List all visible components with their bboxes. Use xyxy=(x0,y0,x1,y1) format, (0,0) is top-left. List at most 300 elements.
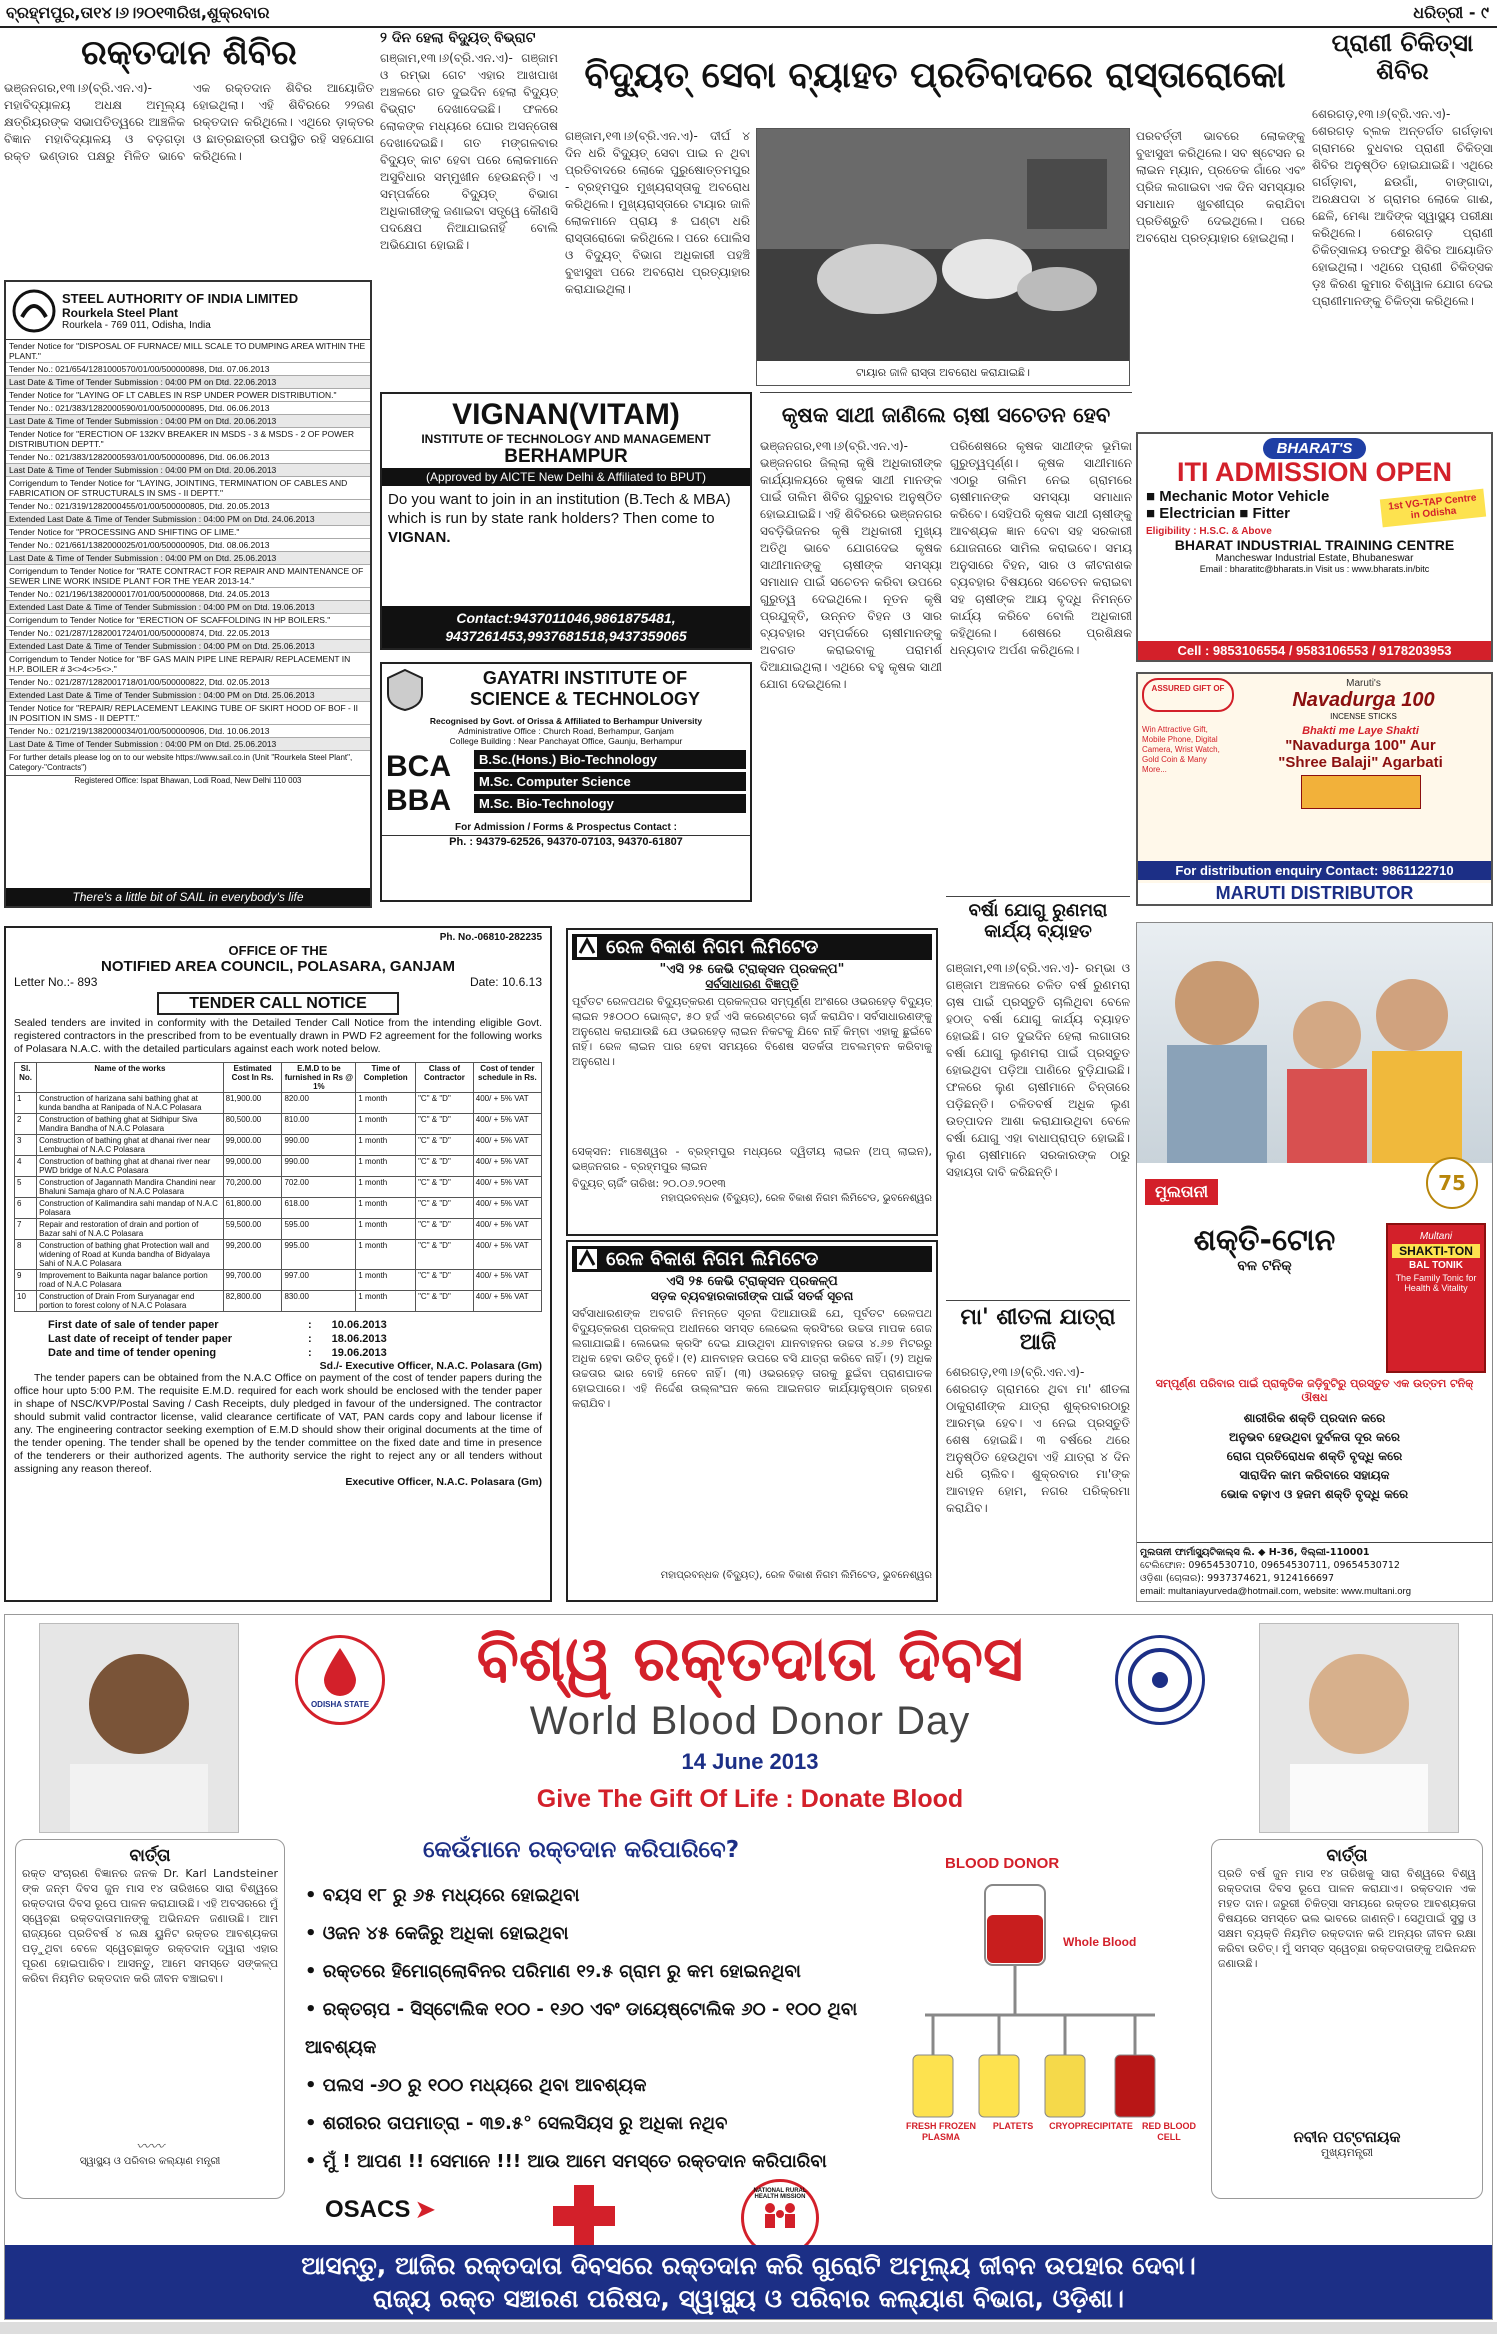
table-cell: 2 xyxy=(15,1114,37,1135)
table-cell: 99,000.00 xyxy=(223,1135,282,1156)
tender-phone: Ph. No.-06810-282235 xyxy=(439,932,542,943)
table-cell: 82,800.00 xyxy=(223,1291,282,1312)
rail1-sub: "ଏସି ୨୫ କେଭି ଟ୍ରାକ୍ସନ ପ୍ରକଳ୍ପ" xyxy=(659,962,845,977)
minister-photo xyxy=(39,1623,239,1833)
gayatri-bba: BBA xyxy=(386,784,451,817)
odisha-state-label: ODISHA STATE xyxy=(310,1700,370,1709)
sail-tender-row: Last Date & Time of Tender Submission : 04:00 PM on Dtd. 25.06.2013 xyxy=(6,552,370,565)
osacs-label: OSACS xyxy=(325,2196,411,2223)
shaktiton-ad xyxy=(1136,922,1493,1602)
table-cell: 61,800.00 xyxy=(223,1198,282,1219)
sail-plant: Rourkela Steel Plant xyxy=(62,305,179,320)
bdd-banner-line2: ରାଜ୍ୟ ରକ୍ତ ସଞ୍ଚାରଣ ପରିଷଦ, ସ୍ୱାସ୍ଥ୍ୟ ଓ ପରିବାର କଲ୍ୟାଣ ବିଭାଗ, ଓଡ଼ିଶା। xyxy=(373,2284,1124,2313)
vignan-sub: INSTITUTE OF TECHNOLOGY AND MANAGEMENT xyxy=(421,432,711,446)
table-cell: 81,900.00 xyxy=(223,1093,282,1114)
gayatri-course-3: M.Sc. Bio-Technology xyxy=(474,794,746,813)
navadurga-bhakti: Bhakti me Laye Shakti xyxy=(1302,725,1419,737)
power-photo xyxy=(756,128,1130,386)
table-cell: 1 month xyxy=(356,1093,416,1114)
table-cell: 99,700.00 xyxy=(223,1270,282,1291)
tender-date: Date: 10.6.13 xyxy=(469,975,542,989)
power-col1: ଗଞ୍ଜାମ,୧୩।୬(ବ୍ରି.ଏନ.ଏ)- ଗଞ୍ଜାମ ଓ ରମ୍ଭା ଗେଟ ଏହାର ଆଖପାଖ ଅଞ୍ଚଳରେ ଗତ ଦୁଇଦିନ ହେଲା ବିଦ୍ୟୁତ୍ ବିଭ୍ରାଟ ଦେଖାଦେଇଛି। ଫଳରେ ଲୋକଙ୍କ ମଧ୍ୟରେ ଘୋର ଅସନ୍ତୋଷ ଦେଖାଦେଇଛି। ଗତ ମଙ୍ଗଳବାର ବିଦ୍ୟୁତ୍ କାଟ ହେବା ପରେ ଲୋକମାନେ ଅସୁବିଧାର ସମ୍ମୁଖୀନ ହେଉଛନ୍ତି। ଏ ସମ୍ପର୍କରେ ବିଦ୍ୟୁତ୍ ବିଭାଗ ଅଧିକାରୀଙ୍କୁ ଜଣାଇବା ସତ୍ତ୍ୱେ କୌଣସି ପଦକ୍ଷେପ ନିଆଯାଇନାହିଁ ବୋଲି ଅଭିଯୋଗ ହୋଇଛି। xyxy=(380,51,558,252)
sail-tender-ad xyxy=(4,280,372,908)
table-cell: 990.00 xyxy=(282,1156,356,1177)
tender-letter: Letter No.:- 893 xyxy=(14,975,98,989)
blood-camp-article xyxy=(4,34,374,274)
table-cell: Repair and restoration of drain and portion of Bazar sahi of N.A.C Polasara xyxy=(37,1219,224,1240)
gayatri-admin: Administrative Office : Church Road, Berhampur, Ganjam xyxy=(458,726,674,736)
blood-component-label: FRESH FROZEN PLASMA xyxy=(906,2121,977,2142)
shakti-l4: ରୋଗ ପ୍ରତିରୋଧକ ଶକ୍ତି ବୃଦ୍ଧି କରେ xyxy=(1226,1449,1403,1463)
table-cell: 7 xyxy=(15,1219,37,1240)
rail1-title: ରେଳ ବିକାଶ ନିଗମ ଲିମିଟେଡ xyxy=(606,936,819,958)
cm-photo xyxy=(1259,1623,1459,1833)
rail1-notice: ସର୍ବସାଧାରଣ ବିଜ୍ଞପ୍ତି xyxy=(705,977,799,991)
sail-tender-row: Tender Notice for "PROCESSING AND SHIFTING OF LIME." xyxy=(6,526,370,539)
table-cell: 400/ + 5% VAT xyxy=(473,1177,541,1198)
sail-tender-row: Tender Notice for "DISPOSAL OF FURNACE/ MILL SCALE TO DUMPING AREA WITHIN THE PLANT." xyxy=(6,340,370,363)
sail-tender-row: Tender Notice for "REPAIR/ REPLACEMENT LEAKING TUBE OF SKIRT HOOD OF BOF - II IN POSITION IN SMS - II DEPTT." xyxy=(6,702,370,725)
sail-tender-row: Last Date & Time of Tender Submission : 04:00 PM on Dtd. 25.06.2013 xyxy=(6,738,370,751)
blood-component-label: CRYOPRECIPITATE xyxy=(1049,2121,1133,2131)
gayatri-phones: Ph. : 94379-62526, 94370-07103, 94370-61807 xyxy=(382,835,750,848)
right-message-box xyxy=(1211,1839,1483,2199)
sail-tender-row: Corrigendum to Tender Notice for "RATE CONTRACT FOR REPAIR AND MAINTENANCE OF SEWER LINE WORK INSIDE PLANT FOR THE YEAR 2013-14." xyxy=(6,565,370,588)
gayatri-course-2: M.Sc. Computer Science xyxy=(474,772,746,791)
page-bottom-edge xyxy=(0,2322,1497,2334)
blood-camp-body: ଭଞ୍ଜନଗର,୧୩।୬(ବ୍ରି.ଏନ.ଏ)- ମହାବିଦ୍ୟାଳୟ ଅଧକ୍ଷ ଅମୂଲ୍ୟ କ୍ଷତ୍ରିୟରଙ୍କ ସଭାପତିତ୍ୱରେ ଆଞ୍ଚଳିକ ବିଜ୍ଞାନ ମହାବିଦ୍ୟାଳୟ ଓ ବଡ଼ଗଡ଼ା ରକ୍ତ ଭଣ୍ଡାର ପକ୍ଷରୁ ମିଳିତ ଭାବେ ଏକ ରକ୍ତଦାନ ଶିବିର ଆୟୋଜିତ ହୋଇଥିଲା। ଏହି ଶିବିରରେ ୨୨ଜଣ ରକ୍ତଦାନ କରିଥିଲେ। ଏଥିରେ ଡ଼ାକ୍ତର ଓ ଛାତ୍ରଛାତ୍ରୀ ଉପସ୍ଥିତ ରହି ସହଯୋଗ କରିଥିଲେ। xyxy=(4,81,374,163)
table-row xyxy=(15,1156,542,1177)
sail-tender-row: Extended Last Date & Time of Tender Submission : 04:00 PM on Dtd. 19.06.2013 xyxy=(6,601,370,614)
rvnl-logo-icon xyxy=(576,936,598,958)
family-photo-icon xyxy=(1137,923,1492,1163)
osbtc-logo xyxy=(295,1635,385,1725)
sail-footer: For further details please log on to our website https://www.sail.co.in (Unit "Rourkela Steel Plant", Category-"Contracts") xyxy=(9,753,353,772)
shakti-pack-name: SHAKTI-TON xyxy=(1392,1244,1480,1258)
table-cell: 99,000.00 xyxy=(223,1156,282,1177)
blood-component-label: PLATETS xyxy=(992,2121,1034,2131)
tender-table-header: Class of Contractor xyxy=(416,1063,474,1093)
masthead-page: ଧରିତ୍ରୀ - ୯ xyxy=(1413,3,1489,22)
table-cell: "C" & "D" xyxy=(416,1156,474,1177)
table-cell: "C" & "D" xyxy=(416,1093,474,1114)
navadurga-q2: "Shree Balaji" Agarbati xyxy=(1278,754,1443,771)
iti-trade-1-label: Mechanic Motor Vehicle xyxy=(1159,488,1330,505)
navadurga-brand: Navadurga 100 xyxy=(1292,689,1435,711)
table-cell: 1 xyxy=(15,1093,37,1114)
table-cell: 9 xyxy=(15,1270,37,1291)
sail-registered: Registered Office: Ispat Bhawan, Lodi Road, New Delhi 110 003 xyxy=(6,775,370,785)
table-cell: "C" & "D" xyxy=(416,1114,474,1135)
table-cell: "C" & "D" xyxy=(416,1177,474,1198)
table-row xyxy=(15,1240,542,1270)
table-cell: 400/ + 5% VAT xyxy=(473,1219,541,1240)
right-message-head: ବାର୍ତ୍ତା xyxy=(1326,1846,1368,1866)
bdd-date: 14 June 2013 xyxy=(681,1749,819,1774)
red-cross-icon xyxy=(553,2185,615,2247)
rail1-sign: ମହାପ୍ରବନ୍ଧକ (ବିଦ୍ୟୁତ୍), ରେଳ ବିକାଶ ନିଗମ ଲିମିଟେଡ, ଭୁବନେଶ୍ୱର xyxy=(660,1193,932,1204)
tender-d2: 18.06.2013 xyxy=(331,1333,387,1345)
vignan-title: VIGNAN(VITAM) xyxy=(452,398,680,431)
table-cell: 990.00 xyxy=(282,1135,356,1156)
iti-address: Mancheswar Industrial Estate, Bhubaneswar xyxy=(1215,553,1414,564)
sail-tender-row: Extended Last Date & Time of Tender Submission : 04:00 PM on Dtd. 25.06.2013 xyxy=(6,689,370,702)
table-cell: 1 month xyxy=(356,1198,416,1219)
table-cell: Construction of Drain From Suryanagar end portion to forest colony of N.A.C Polasara xyxy=(37,1291,224,1312)
bdd-slogan: Give The Gift Of Life : Donate Blood xyxy=(536,1785,964,1813)
signature-icon: 〰〰 xyxy=(136,2139,164,2155)
right-message-role: ମୁଖ୍ୟମନ୍ତ୍ରୀ xyxy=(1320,2146,1374,2159)
cm-portrait-icon xyxy=(1260,1624,1458,1832)
shakti-l6: ଭୋକ ବଢ଼ାଏ ଓ ହଜମ ଶକ୍ତି ବୃଦ୍ଧି କରେ xyxy=(1220,1487,1409,1501)
table-cell: "C" & "D" xyxy=(416,1135,474,1156)
table-cell: 400/ + 5% VAT xyxy=(473,1291,541,1312)
right-message-body: ପ୍ରତି ବର୍ଷ ଜୁନ ମାସ ୧୪ ତାରିଖକୁ ସାରା ବିଶ୍ୱରେ ବିଶ୍ୱ ରକ୍ତଦାତା ଦିବସ ରୂପେ ପାଳନ କରାଯାଏ। ରକ୍ତଦାନ ଏକ ମହତ ଦାନ। ଜରୁରୀ ଚିକିତ୍ସା ସମୟରେ ରକ୍ତର ଆବଶ୍ୟକତା ବିଷୟରେ ସମସ୍ତେ ଭଲ ଭାବରେ ଜାଣନ୍ତି। ସେଥିପାଇଁ ସୁସ୍ଥ ଓ ସକ୍ଷମ ବ୍ୟକ୍ତି ନିୟମିତ ରକ୍ତଦାନ କରି ଅନ୍ୟର ଜୀବନ ରକ୍ଷା କରିବା ଉଚିତ୍। ମୁଁ ସମସ୍ତ ସ୍ୱେଚ୍ଛା ରକ୍ତଦାତାଙ୍କୁ ଅଭିନନ୍ଦନ ଜଣାଉଛି। xyxy=(1218,1867,1476,1970)
power-col3: ପରବର୍ତ୍ତୀ ଭାବରେ ଲୋକଙ୍କୁ ବୁଝାସୁଝା କରିଥିଲେ। ସବ ଷ୍ଟେସନ ର ଲାଇନ ମ୍ୟାନ, ପ୍ରତେକ ଗାଁରେ ଏବଂ ପ୍ରିଜ ଲଗାଇବା ଏକ ଦିନ ସମସ୍ୟାର ସମାଧାନ ଖୁବଶୀଘ୍ର କରାଯିବା ପ୍ରତିଶ୍ରୁତି ଦେଇଥିଲେ। ପରେ ଅବରୋଧ ପ୍ରତ୍ୟାହାର ହୋଇଥିଲା। xyxy=(1136,129,1305,245)
gayatri-bca: BCA xyxy=(386,750,451,783)
bdd-banner-line1: ଆସନ୍ତୁ, ଆଜିର ରକ୍ତଦାତା ଦିବସରେ ରକ୍ତଦାନ କରି ଗୁରୋଟି ଅମୂଲ୍ୟ ଜୀବନ ଉପହାର ଦେବା। xyxy=(301,2251,1196,2280)
shakti-f2: ଟେଲିଫୋନ: 09654530710, 09654530711, 09654530712 xyxy=(1140,1560,1400,1571)
gayatri-title2: SCIENCE & TECHNOLOGY xyxy=(469,689,701,709)
masthead xyxy=(0,0,1497,28)
nrhm-label: NATIONAL RURAL HEALTH MISSION xyxy=(753,2188,807,2200)
family-photo xyxy=(1137,923,1492,1163)
sail-tender-row: Last Date & Time of Tender Submission : 04:00 PM on Dtd. 22.06.2013 xyxy=(6,376,370,389)
table-cell: Construction of bathing ghat at Sidhipur Siva Mandira Bandha of N.A.C Polasara xyxy=(37,1114,224,1135)
shakti-l2: ଶାରୀରିକ ଶକ୍ତି ପ୍ରଦାନ କରେ xyxy=(1243,1411,1386,1425)
tender-table-header: Sl. No. xyxy=(15,1063,37,1093)
tender-table-header: Cost of tender schedule in Rs. xyxy=(473,1063,541,1093)
rain-article xyxy=(946,896,1130,1296)
shakti-l1: ସମ୍ପୂର୍ଣ୍ଣ ପରିବାର ପାଇଁ ପ୍ରାକୃତିକ ଜଡ଼ିବୁଟିରୁ ପ୍ରସ୍ତୁତ ଏକ ଉତ୍ତମ ଟନିକ୍ ଔଷଧ xyxy=(1155,1377,1474,1404)
left-message-head: ବାର୍ତ୍ତା xyxy=(129,1846,171,1866)
navadurga-win: Win Attractive Gift, Mobile Phone, Digital Camera, Wrist Watch, Gold Coin & Many More... xyxy=(1142,725,1220,774)
vignan-pitch-text: Do you want to join in an institution (B.Tech & MBA) which is run by state rank holders? Then come to xyxy=(388,491,731,527)
red-ribbon-icon: ➤ xyxy=(414,2195,437,2225)
navadurga-brand-small: Maruti's xyxy=(1346,678,1381,689)
vignan-pitch xyxy=(382,486,750,551)
sail-company: STEEL AUTHORITY OF INDIA LIMITED xyxy=(62,290,299,306)
table-cell: 400/ + 5% VAT xyxy=(473,1135,541,1156)
table-cell: 3 xyxy=(15,1135,37,1156)
table-cell: 830.00 xyxy=(282,1291,356,1312)
table-cell: 1 month xyxy=(356,1135,416,1156)
blood-drop-icon xyxy=(320,1646,360,1696)
tender-table-header: Name of the works xyxy=(37,1063,224,1093)
tender-office1: OFFICE OF THE xyxy=(228,943,328,958)
table-cell: 5 xyxy=(15,1177,37,1198)
sail-tender-row: Tender No.: 021/287/1282001724/01/00/500000874, Dtd. 22.05.2013 xyxy=(6,627,370,640)
table-cell: 810.00 xyxy=(282,1114,356,1135)
vignan-pitch-name: VIGNAN. xyxy=(388,529,451,546)
table-cell: 400/ + 5% VAT xyxy=(473,1093,541,1114)
sail-tender-row: Last Date & Time of Tender Submission : 04:00 PM on Dtd. 20.06.2013 xyxy=(6,464,370,477)
shakti-tag: ବଳ ଟନିକ୍ xyxy=(1237,1258,1292,1274)
farmer-col1: ଭଞ୍ଜନଗର,୧୩।୬(ବ୍ରି.ଏନ.ଏ)- ଭଞ୍ଜନଗର ଜିଲ୍ଲା କୃଷି ଅଧିକାରୀଙ୍କ କାର୍ଯ୍ୟାଳୟରେ କୃଷକ ସାଥୀ ମାନଙ୍କ ପାଇଁ ତାଲିମ ଶିବିର ଗୁରୁବାର ଅନୁଷ୍ଠିତ ହୋଇଯାଇଛି। ଏହି ଶିବିରରେ ଭଞ୍ଜନଗର ସବଡ଼ିଭିଜନର କୃଷି ଅଧିକାରୀ ମୁଖ୍ୟ ଅତିଥି ଭାବେ ଯୋଗଦେଇ କୃଷକ ସାଥୀମାନଙ୍କୁ ଚାଷୀଙ୍କ ସମସ୍ୟା ସମାଧାନ ପାଇଁ ସଚେତନ କରିବା ଉପରେ ଗୁରୁତ୍ୱ ଦେଇଥିଲେ। ନୂତନ କୃଷି ପ୍ରଯୁକ୍ତି, ଉନ୍ନତ ବିହନ ଓ ସାର ବ୍ୟବହାର ସମ୍ପର୍କରେ ଚାଷୀମାନଙ୍କୁ ଅବଗତ କରାଇବାକୁ ପରାମର୍ଶ ଦିଆଯାଇଥିଲା। ଏଥିରେ ବହୁ କୃଷକ ସାଥୀ ଯୋଗ ଦେଇଥିଲେ। xyxy=(760,439,942,691)
shakti-pack-desc: The Family Tonic for Health & Vitality xyxy=(1395,1273,1477,1293)
konark-wheel-icon xyxy=(1118,1638,1202,1722)
table-cell: "C" & "D" xyxy=(416,1240,474,1270)
table-cell: 1 month xyxy=(356,1270,416,1291)
blood-camp-headline: ରକ୍ତଦାନ ଶିବିର xyxy=(81,33,297,73)
sail-tender-row: Tender No.: 021/319/1282000455/01/00/500000805, Dtd. 20.05.2013 xyxy=(6,500,370,513)
table-cell: 995.00 xyxy=(282,1240,356,1270)
table-row xyxy=(15,1114,542,1135)
table-cell: 99,200.00 xyxy=(223,1240,282,1270)
table-cell: "C" & "D" xyxy=(416,1198,474,1219)
tender-d3-label: Date and time of tender opening xyxy=(48,1347,217,1359)
power-photo-caption: ଟାୟାର ଜାଳି ରାସ୍ତା ଅବରୋଧ କରାଯାଇଛି। xyxy=(757,361,1129,385)
table-cell: 6 xyxy=(15,1198,37,1219)
table-cell: Construction of Kalimandira sahi mandap of N.A.C Polasara xyxy=(37,1198,224,1219)
rail-notice-1 xyxy=(566,928,938,1236)
table-cell: 59,500.00 xyxy=(223,1219,282,1240)
masthead-dateline: ବ୍ରହ୍ମପୁର,ତା୧୪।୬।୨୦୧୩ରିଖ,ଶୁକ୍ରବାର xyxy=(6,3,270,22)
table-row xyxy=(15,1177,542,1198)
table-row xyxy=(15,1270,542,1291)
gayatri-college: College Building : Near Panchayat Office, Gaunju, Berhampur xyxy=(449,736,683,746)
farmer-col2: ପରିଶେଷରେ କୃଷକ ସାଥୀଙ୍କ ଭୂମିକା ଗୁରୁତ୍ୱପୂର୍ଣ୍ଣ। କୃଷକ ସାଥୀମାନେ ଏଠାରୁ ତାଲିମ ନେଇ ଗ୍ରାମରେ ଚାଷୀମାନଙ୍କ ସମସ୍ୟା ସମାଧାନ କରିବେ। ସେହିପରି କୃଷକ ସାଥୀ ଚାଷୀଙ୍କୁ ଆବଶ୍ୟକ ଜ୍ଞାନ ଦେବା ସହ ସରକାରୀ ଯୋଜନାରେ ସାମିଲ କରାଇବେ। ସମୟ ଅନୁସାରେ ବିହନ, ସାର ଓ କୀଟନାଶକ ବ୍ୟବହାର ବିଷୟରେ ସଚେତନ କରାଇବା ସହ ଚାଷୀଙ୍କ ଆୟ ବୃଦ୍ଧି ନିମନ୍ତେ କାର୍ଯ୍ୟ କରିବେ ବୋଲି ଅଧିକାରୀ କହିଥିଲେ। ଶେଷରେ ପ୍ରଶିକ୍ଷକ ଧନ୍ୟବାଦ ଅର୍ପଣ କରିଥିଲେ। xyxy=(950,439,1132,657)
table-row xyxy=(15,1198,542,1219)
rail2-sub: ଏସି ୨୫ କେଭି ଟ୍ରାକ୍ସନ ପ୍ରକଳ୍ପ xyxy=(666,1274,838,1289)
table-cell: 1 month xyxy=(356,1114,416,1135)
gayatri-logo-icon xyxy=(386,668,424,712)
list-item: • ରକ୍ତଚାପ - ସିସ୍ଟୋଲିକ ୧୦୦ - ୧୬୦ ଏବଂ ଡାୟେଷ୍ଟୋଲିକ ୬୦ - ୧୦୦ ଥିବା ଆବଶ୍ୟକ xyxy=(305,1999,858,2058)
power-headline: ବିଦ୍ୟୁତ୍ ସେବା ବ୍ୟାହତ ପ୍ରତିବାଦରେ ରାସ୍ତାରୋକୋ xyxy=(584,55,1286,97)
tender-table-header: Time of Completion xyxy=(356,1063,416,1093)
whole-blood-label: Whole Blood xyxy=(1063,1935,1137,1949)
rail1-stretch: ସେକ୍ସନ: ମାଞ୍ଚେଶ୍ୱର - ବ୍ରହ୍ମପୁର ମଧ୍ୟରେ ଦ୍ୱିତୀୟ ଲାଇନ (ଅପ୍ ଲାଇନ), ଭଞ୍ଜନଗର - ବ୍ରହ୍ମପୁର ଲାଇନ xyxy=(572,1145,932,1173)
tender-title: TENDER CALL NOTICE xyxy=(157,992,398,1015)
navadurga-ad xyxy=(1136,672,1493,906)
table-cell: 400/ + 5% VAT xyxy=(473,1114,541,1135)
vignan-ad xyxy=(380,392,752,650)
table-row xyxy=(15,1093,542,1114)
iti-trade-2-label: Electrician xyxy=(1159,505,1236,522)
gayatri-admission: For Admission / Forms & Prospectus Contact : xyxy=(455,822,677,833)
table-cell: Construction of bathing ghat at dhanai river near Lembughai of N.A.C Polasara xyxy=(37,1135,224,1156)
table-cell: 8 xyxy=(15,1240,37,1270)
table-cell: 400/ + 5% VAT xyxy=(473,1240,541,1270)
rail2-body: ସର୍ବସାଧାରଣଙ୍କ ଅବଗତି ନିମନ୍ତେ ସୂଚନା ଦିଆଯାଉଛି ଯେ, ପୂର୍ବତଟ ରେଳପଥ ବିଦ୍ୟୁତ୍କରଣ ପ୍ରକଳ୍ପ ଅଧୀନରେ ସମସ୍ତ ଲେଭେଲ କ୍ରସିଂରେ ଉଚ୍ଚତା ମାପକ ଗେଜ ଲଗାଯାଇଛି। ଲେଭେଲ କ୍ରସିଂ ଦେଇ ଯାଉଥିବା ଯାନବାହନର ଉଚ୍ଚତା ୪.୬୭ ମିଟରରୁ ଅଧିକ ହେବା ଉଚିତ୍ ନୁହେଁ। (୧) ଯାନବାହନ ଉପରେ ବସି ଯାତ୍ରା କରିବେ ନାହିଁ। (୨) ଅଧିକ ଉଚ୍ଚତାର ଭାର ବୋହି ନେବେ ନାହିଁ। (୩) ଓଭରହେଡ଼ ତାରକୁ ଛୁଇଁବା ପ୍ରାଣଘାତକ ହୋଇପାରେ। ଏହି ନିର୍ଦ୍ଦେଶ ଉଲ୍ଲଂଘନ କଲେ ଆଇନଗତ କାର୍ଯ୍ୟାନୁଷ୍ଠାନ ଗ୍ରହଣ କରାଯିବ। xyxy=(572,1307,932,1410)
rvnl-logo-icon xyxy=(576,1248,598,1270)
shakti-years-badge: 75 xyxy=(1426,1157,1478,1209)
tender-table-header: E.M.D to be furnished in Rs @ 1% xyxy=(282,1063,356,1093)
sail-tender-row: Tender Notice for "LAYING OF LT CABLES IN RSP UNDER POWER DISTRIBUTION." xyxy=(6,389,370,402)
list-item: • ପଲସ -୬୦ ରୁ ୧୦୦ ମଧ୍ୟରେ ଥିବା ଆବଶ୍ୟକ xyxy=(305,2075,647,2096)
table-cell: 400/ + 5% VAT xyxy=(473,1198,541,1219)
right-message-sign: ନବୀନ ପଟ୍ଟନାୟକ xyxy=(1293,2128,1401,2146)
rail-notice-2 xyxy=(566,1240,938,1602)
shakti-f1: ମୁଲତାନୀ ଫାର୍ମାସ୍ୟୁଟିକାଲ୍ସ ଲି. ◆ H-36, ଦିଲ୍ଲୀ-110001 xyxy=(1140,1547,1370,1558)
shakti-pack-tag: BAL TONIK xyxy=(1408,1260,1464,1271)
list-item: • ରକ୍ତରେ ହିମୋଗ୍ଲୋବିନର ପରିମାଣ ୧୨.୫ ଗ୍ରାମ ରୁ କମ ହୋଇନଥିବା xyxy=(305,1961,801,1982)
tender-d2-label: Last date of receipt of tender paper xyxy=(48,1333,232,1345)
sail-tender-row: Last Date & Time of Tender Submission : 04:00 PM on Dtd. 20.06.2013 xyxy=(6,415,370,428)
left-message-body: ରକ୍ତ ସଂଚାରଣ ବିଜ୍ଞାନର ଜନକ Dr. Karl Landsteiner ଙ୍କ ଜନ୍ମ ଦିବସ ଜୁନ ମାସ ୧୪ ତାରିଖରେ ସାରା ବିଶ୍ୱରେ ରକ୍ତଦାତା ଦିବସ ରୂପେ ପାଳନ କରାଯାଉଛି। ଏହି ଅବସରରେ ମୁଁ ସ୍ୱେଚ୍ଛା ରକ୍ତଦାତାମାନଙ୍କୁ ଅଭିନନ୍ଦନ ଜଣାଉଛି। ଆମ ରାଜ୍ୟରେ ପ୍ରତିବର୍ଷ ୪ ଲକ୍ଷ ୟୁନିଟ ରକ୍ତର ଆବଶ୍ୟକତା ପଡ଼ୁଥିବା ବେଳେ ସ୍ୱେଚ୍ଛାକୃତ ରକ୍ତଦାନ ଦ୍ୱାରା ଏହାର ପୂରଣ ହୋଇପାରିବ। ଆସନ୍ତୁ, ଆମେ ସମସ୍ତେ ସଙ୍କଳ୍ପ କରିବା ନିୟମିତ ରକ୍ତଦାନ କରି ଜୀବନ ବଞ୍ଚାଇବା। xyxy=(22,1867,278,1985)
list-item: • ଓଜନ ୪୫ କେଜିରୁ ଅଧିକା ହୋଇଥିବା xyxy=(305,1923,569,1944)
table-cell: 1 month xyxy=(356,1219,416,1240)
tender-table xyxy=(14,1062,542,1312)
incense-box-icon xyxy=(1301,775,1421,809)
shakti-pack-brand: Multani xyxy=(1419,1231,1453,1242)
iti-email: Email : bharatitc@bharats.in Visit us : www.bharats.in/bitc xyxy=(1199,564,1430,574)
tender-office2: NOTIFIED AREA COUNCIL, POLASARA, GANJAM xyxy=(101,958,455,975)
table-cell: 400/ + 5% VAT xyxy=(473,1156,541,1177)
table-cell: 10 xyxy=(15,1291,37,1312)
bdd-title: World Blood Donor Day xyxy=(529,1699,971,1743)
sail-tagline: There's a little bit of SAIL in everybody's life xyxy=(6,888,370,906)
odisha-emblem-icon xyxy=(1115,1635,1205,1725)
eligibility-list xyxy=(305,1877,885,2181)
rail2-title: ରେଳ ବିକାଶ ନିଗମ ଲିମିଟେଡ xyxy=(606,1248,819,1270)
table-cell: "C" & "D" xyxy=(416,1219,474,1240)
rain-body: ଗଞ୍ଜାମ,୧୩।୬(ବ୍ରି.ଏନ.ଏ)- ରମ୍ଭା ଓ ଗଞ୍ଜାମ ଅଞ୍ଚଳରେ ଚଳିତ ବର୍ଷ ରୁଣମରା ଚାଷ ପାଇଁ ପ୍ରସ୍ତୁତି ଚାଲିଥିବା ବେଳେ ହଠାତ୍ ବର୍ଷା ଯୋଗୁ କାର୍ଯ୍ୟ ବ୍ୟାହତ ହୋଇଛି। ଗତ ଦୁଇଦିନ ହେଲା ଲଗାତାର ବର୍ଷା ଯୋଗୁ ଲୁଣମରା ପାଇଁ ପ୍ରସ୍ତୁତ ହୋଇଥିବା ପଡ଼ିଆ ପାଣିରେ ବୁଡ଼ିଯାଇଛି। ଫଳରେ ଲୁଣ ଚାଷୀମାନେ ଚିନ୍ତାରେ ପଡ଼ିଛନ୍ତି। ଚଳିତବର୍ଷ ଅଧିକ ଲୁଣ ଉତ୍ପାଦନ ଆଶା କରାଯାଉଥିବା ବେଳେ ବର୍ଷା ଯୋଗୁ ଏହା ବାଧାପ୍ରାପ୍ତ ହୋଇଛି। ଲୁଣ ଚାଷୀମାନେ ସରକାରଙ୍କ ଠାରୁ ସହାୟତା ଦାବି କରିଛନ୍ତି। xyxy=(946,961,1130,1179)
rain-headline: ବର୍ଷା ଯୋଗୁ ରୁଣମରା କାର୍ଯ୍ୟ ବ୍ୟାହତ xyxy=(946,896,1130,960)
navadurga-distributor: MARUTI DISTRIBUTOR xyxy=(1138,883,1491,904)
gayatri-ad xyxy=(380,662,752,902)
shakti-brand: ମୁଲତାନୀ xyxy=(1145,1179,1218,1205)
left-message-box xyxy=(15,1839,285,2199)
table-cell: 70,200.00 xyxy=(223,1177,282,1198)
table-cell: 4 xyxy=(15,1156,37,1177)
farmer-article xyxy=(760,392,1132,892)
table-cell: 997.00 xyxy=(282,1270,356,1291)
iti-trade-2: ■ Electrician ■ Fitter xyxy=(1146,505,1291,522)
animal-camp-article xyxy=(1312,30,1493,470)
vignan-approved: (Approved by AICTE New Delhi & Affiliated to BPUT) xyxy=(382,468,750,486)
tender-sign1: Sd./- Executive Officer, N.A.C. Polasara (Gm) xyxy=(319,1360,542,1372)
shakti-pack xyxy=(1386,1223,1486,1373)
power-kicker: ୨ ଦିନ ହେଲା ବିଦ୍ୟୁତ୍ ବିଭ୍ରାଟ xyxy=(380,30,536,46)
bdd-banner xyxy=(5,2245,1492,2319)
iti-badge: 1st VG-TAP Centre in Odisha xyxy=(1380,489,1486,528)
gayatri-recog: Recognised by Govt. of Orissa & Affiliated to Berhampur University xyxy=(429,716,703,726)
osacs-logo xyxy=(325,2195,436,2225)
table-cell: "C" & "D" xyxy=(416,1291,474,1312)
sail-tender-row: Tender No.: 021/196/1382000017/01/00/500000868, Dtd. 24.05.2013 xyxy=(6,588,370,601)
blood-components xyxy=(905,2121,1205,2143)
tender-d3: 19.06.2013 xyxy=(331,1347,387,1359)
table-cell: 1 month xyxy=(356,1177,416,1198)
sail-tender-row: Tender No.: 021/383/1282000593/01/00/500000896, Dtd. 06.06.2013 xyxy=(6,451,370,464)
sail-tender-row: Extended Last Date & Time of Tender Submission : 04:00 PM on Dtd. 25.06.2013 xyxy=(6,640,370,653)
table-cell: Construction of bathing ghat at dhanai river near PWD bridge of N.A.C Polasara xyxy=(37,1156,224,1177)
iti-title: ITI ADMISSION OPEN xyxy=(1176,457,1453,487)
rail2-notice: ସଡ଼କ ବ୍ୟବହାରକାରୀଙ୍କ ପାଇଁ ସତର୍କ ସୂଚନା xyxy=(650,1289,854,1303)
table-cell: Construction of Jagannath Mandira Chandini near Bhaluni Samaja gharo of N.A.C Polasara xyxy=(37,1177,224,1198)
table-cell: Construction of bathing ghat Protection wall and widening of Road at Kunda bandha of Bidyalaya Sahi of N.A.C Polasara xyxy=(37,1240,224,1270)
table-cell: Improvement to Baikunta nagar balance portion road of N.A.C Polasara xyxy=(37,1270,224,1291)
minister-portrait-icon xyxy=(40,1624,238,1832)
rail2-sign: ମହାପ୍ରବନ୍ଧକ (ବିଦ୍ୟୁତ୍), ରେଳ ବିକାଶ ନିଗମ ଲିମିଟେଡ, ଭୁବନେଶ୍ୱର xyxy=(660,1570,932,1581)
sail-logo-icon xyxy=(12,289,56,333)
blood-donor-label: BLOOD DONOR xyxy=(945,1855,1060,1872)
navadurga-enquiry: For distribution enquiry Contact: 9861122710 xyxy=(1138,861,1491,880)
shakti-l5: ସାରାଦିନ କାମ କରିବାରେ ସହାୟକ xyxy=(1239,1468,1390,1482)
table-row xyxy=(15,1135,542,1156)
table-cell: 1 month xyxy=(356,1240,416,1270)
sail-address: Rourkela - 769 011, Odisha, India xyxy=(62,319,211,331)
sail-tender-row: Corrigendum to Tender Notice for "BF GAS MAIN PIPE LINE REPAIR/ REPLACEMENT IN H.P. BOILER # 3<>4<>5<>." xyxy=(6,653,370,676)
shakti-f4: email: multaniayurveda@hotmail.com, website: www.multani.org xyxy=(1140,1586,1412,1597)
shakti-l3: ଅନୁଭବ ହେଉଥିବା ଦୁର୍ବଳତା ଦୂର କରେ xyxy=(1229,1430,1400,1444)
rail1-date: ବିଦ୍ୟୁତ୍ ଚାର୍ଜିଂ ତାରିଖ: ୨୦.୦୬.୨୦୧୩ xyxy=(572,1177,726,1190)
vignan-contact: Contact:9437011046,9861875481, 9437261453,9937681518,9437359065 xyxy=(382,606,750,648)
family-icon xyxy=(760,2200,800,2230)
sail-tender-row: Tender No.: 021/654/1281000570/01/00/500000898, Dtd. 07.06.2013 xyxy=(6,363,370,376)
shitala-headline: ମା' ଶୀତଳା ଯାତ୍ରା ଆଜି xyxy=(946,1300,1130,1364)
iti-centre: BHARAT INDUSTRIAL TRAINING CENTRE xyxy=(1174,537,1455,553)
farmer-headline: କୃଷକ ସାଥୀ ଜାଣିଲେ ଚାଷୀ ସଚେତନ ହେବ xyxy=(760,392,1132,438)
sail-tender-row: Corrigendum to Tender Notice for "ERECTION OF SCAFFOLDING IN HP BOILERS." xyxy=(6,614,370,627)
table-cell: 80,500.00 xyxy=(223,1114,282,1135)
table-cell: 595.00 xyxy=(282,1219,356,1240)
sail-tender-row: Extended Last Date & Time of Tender Submission : 04:00 PM on Dtd. 24.06.2013 xyxy=(6,513,370,526)
sail-tender-row: Tender No.: 021/661/1382000025/01/00/500000905, Dtd. 08.06.2013 xyxy=(6,539,370,552)
iti-trade-1: ■ Mechanic Motor Vehicle xyxy=(1146,488,1330,505)
sail-tender-row: Corrigendum to Tender Notice for "LAYING, JOINTING, TERMINATION OF CABLES AND FABRICATION OF STRUCTURALS IN SMS - II DEPTT." xyxy=(6,477,370,500)
tender-body: The tender papers can be obtained from the N.A.C Office on payment of the cost of tender papers during the office hour upto 5:00 P.M. The requisite E.M.D. required for each work should be enclosed with the tender paper in shape of NSC/KVP/Postal Saving / Cash Receipts, duly pledged in favour of the undersigned. The contractor should submit valid contractor license, valid clearance certificate of VAT, PAN cards copy and labour license if any. The engineering contractor seeking exemption of E.M.D should show their original documents at the time of the tender opening. The tender shall be opened by the tender committee on the fixed date and time in presence of the tenderers or their authorized agents. The authority service the right to reject any or all tenders without assigning any reason thereof. xyxy=(14,1372,542,1475)
table-row xyxy=(15,1291,542,1312)
tender-sign2: Executive Officer, N.A.C. Polasara (Gm) xyxy=(345,1476,542,1488)
table-cell: 618.00 xyxy=(282,1198,356,1219)
sail-tender-row: Tender No.: 021/383/1282000590/01/00/500000895, Dtd. 06.06.2013 xyxy=(6,402,370,415)
left-message-sign: ସ୍ୱାସ୍ଥ୍ୟ ଓ ପରିବାର କଲ୍ୟାଣ ମନ୍ତ୍ରୀ xyxy=(79,2156,221,2167)
iti-eligibility: Eligibility : H.S.C. & Above xyxy=(1146,526,1272,537)
polasara-tender-notice: Ph. No.-06810-282235 OFFICE OF THE NOTIFIED AREA COUNCIL, POLASARA, GANJAM Letter No.:- 893 Date: 10.6.13 TENDER CALL NOTICE Sealed tenders are invited in conformity with the Detailed Tender Call Notice from the intending eligible Govt. registered contractors in the prescribed from to be eventually drawn in PWD F2 agreement for the following works of Polasara N.A.C. with the detailed particulars against each work noted below. Sl. No. Name of the works Estimated Cost In Rs. E.M.D to be furnished in Rs @ 1% Time of Completion Class of Contractor Cost of tender schedule in Rs. 1 Construction of harizana sahi bathing ghat at kunda bandha at Ranipada of N.A.C Polasara 81,900.00 820.00 1 month "C" & "D" 400/ + 5% VAT 2 Construction of bathing ghat at Sidhipur Siva Mandira Bandha of N.A.C Polasara 80,500.00 810.00 1 month "C" & "D" 400/ + 5% VAT 3 Construction of bathing ghat at dhanai river near Lembughai of N.A.C Polasara 99,000.00 990.00 1 month "C" & "D" 400/ + 5% VAT 4 Construction of bathing ghat at dhanai river near PWD bridge of N.A.C Polasara 99,000.00 990.00 1 month "C" & "D" 400/ + 5% VAT 5 Construction of Jagannath Mandira Chandini near Bhaluni Samaja gharo of N.A.C Polasara 70,200.00 702.00 1 month "C" & "D" 400/ + 5% VAT 6 Construction of Kalimandira sahi mandap of N.A.C Polasara 61,800.00 618.00 1 month "C" & "D" 400/ + 5% VAT 7 Repair and restoration of drain and portion of Bazar sahi of N.A.C Polasara 59,500.00 595.00 1 month "C" & "D" 400/ + 5% VAT 8 Construction of bathing ghat Protection wall and widening of Road at Kunda bandha of Bidyalaya Sahi of N.A.C Polasara 99,200.00 995.00 1 month "C" & "D" 400/ + 5% VAT 9 Improvement to Baikunta nagar balance portion road of N.A.C Polasara 99,700.00 997.00 1 month "C" & "D" 400/ + 5% VAT 10 Construction of Drain From Suryanagar end portion to forest colony of N.A.C Polasara 82,800.00 830.00 1 month "C" & "D" 400/ + 5% VAT First date of sale of tender paper : 10.06.2013 Last date of receipt of tender paper : 18.06.2013 Date and time of tender opening : 19.06.2013 Sd./- Executive Officer, N.A.C. Polasara (Gm) The tender papers can be obtained from the N.A.C Office on payment of the cost of tender papers during the office hour upto 5:00 P.M. The requisite E.M.D. required for each work should be enclosed with the tender paper in shape of NSC/KVP/Postal Saving / Cash Receipts, duly pledged in favour of the undersigned. The contractor should submit valid contractor license, valid clearance certificate of VAT, PAN cards copy and labour license if any. The engineering contractor seeking exemption of E.M.D should show their original documents at the time of the tender opening. The tender shall be opened by the tender committee on the fixed date and time in presence of the tenderers or their authorized agents. The authority service the right to reject any or all tenders without assigning any reason thereof. Executive Officer, N.A.C. Polasara (Gm) xyxy=(4,926,552,1602)
blood-donor-diagram xyxy=(905,1855,1205,2215)
tender-d1-label: First date of sale of tender paper xyxy=(48,1319,219,1331)
animal-camp-body: ଶେରଗଡ଼,୧୩।୬(ବ୍ରି.ଏନ.ଏ)- ଶେରଗଡ଼ ବ୍ଲକ ଅନ୍ତର୍ଗତ ଗର୍ଗଡ଼ାବା ଗ୍ରାମରେ ବୁଧବାର ପ୍ରାଣୀ ଚିକିତ୍ସା ଶିବିର ଅନୁଷ୍ଠିତ ହୋଇଯାଇଛି। ଏଥିରେ ଗର୍ଗଡ଼ାବା, ଛଉଗାଁ, ବାଙ୍ଗାଦା, ଅରକ୍ଷପଦା ୪ ଗ୍ରାମର ଲୋକେ ଗାଈ, ଛେଳି, ମେଣ୍ଢା ଆଦିଙ୍କ ସ୍ୱାସ୍ଥ୍ୟ ପରୀକ୍ଷା କରିଥିଲେ। ଶେରଗଡ଼ ପ୍ରାଣୀ ଚିକିତ୍ସାଳୟ ତରଫରୁ ଶିବିର ଆୟୋଜିତ ହୋଇଥିଲା। ଏଥିରେ ପ୍ରାଣୀ ଚିକିତ୍ସକ ଡ଼ଃ କିରଣ କୁମାର ବିଶ୍ୱାଳ ଯୋଗ ଦେଇ ପ୍ରାଣୀମାନଙ୍କୁ ଚିକିତ୍ସା କରିଥିଲେ। xyxy=(1312,107,1493,308)
bdd-odia-title: ବିଶ୍ୱ ରକ୍ତଦାତା ଦିବସ xyxy=(476,1622,1024,1695)
table-cell: Construction of harizana sahi bathing ghat at kunda bandha at Ranipada of N.A.C Polasara xyxy=(37,1093,224,1114)
blood-component-label: RED BLOOD CELL xyxy=(1141,2121,1196,2142)
sail-tender-list xyxy=(6,340,370,751)
iti-trade-3-label: Fitter xyxy=(1252,505,1291,522)
shitala-body: ଶେରଗଡ଼,୧୩।୬(ବ୍ରି.ଏନ.ଏ)- ଶେରଗଡ଼ ଗ୍ରାମରେ ଥିବା ମା' ଶୀତଳା ଠାକୁରାଣୀଙ୍କ ଯାତ୍ରା ଶୁକ୍ରବାରଠାରୁ ଆରମ୍ଭ ହେବ। ଏ ନେଇ ପ୍ରସ୍ତୁତି ଶେଷ ହୋଇଛି। ୩ ବର୍ଷରେ ଥରେ ଅନୁଷ୍ଠିତ ହେଉଥିବା ଏହି ଯାତ୍ରା ୪ ଦିନ ଧରି ଚାଲିବ। ଶୁକ୍ରବାର ମା'ଙ୍କ ଆବାହନ ହୋମ, ନଗର ପରିକ୍ରମା କରାଯିବ। xyxy=(946,1365,1130,1515)
table-row xyxy=(15,1219,542,1240)
bdd-question: କେଉଁମାନେ ରକ୍ତଦାନ କରିପାରିବେ? xyxy=(422,1837,740,1863)
navadurga-incense: INCENSE STICKS xyxy=(1330,712,1397,721)
vignan-city: BERHAMPUR xyxy=(504,446,628,467)
navadurga-q1: "Navadurga 100" Aur xyxy=(1285,737,1436,754)
shakti-f3: ଓଡ଼ିଶା (ଚୋଳାର): 9937374621, 9124166697 xyxy=(1140,1573,1334,1584)
tender-d1: 10.06.2013 xyxy=(331,1319,387,1331)
navadurga-gift: ASSURED GIFT OF xyxy=(1142,678,1234,712)
list-item: • ଶରୀରର ତାପମାତ୍ରା - ୩୭.୫° ସେଲସିୟସ ରୁ ଅଧିକା ନଥିବ xyxy=(305,2113,728,2134)
iti-brand: BHARAT'S xyxy=(1263,438,1367,459)
list-item: • ମୁଁ ! ଆପଣ !! ସେମାନେ !!! ଆଉ ଆମେ ସମସ୍ତେ ରକ୍ତଦାନ କରିପାରିବା xyxy=(305,2151,827,2172)
rail1-body: ପୂର୍ବତଟ ରେଳପଥର ବିଦ୍ୟୁତ୍କରଣ ପ୍ରକଳ୍ପର ସମ୍ପୂର୍ଣ୍ଣ ଅଂଶରେ ଓଭରହେଡ଼ ବିଦ୍ୟୁତ୍ ଲାଇନ ୨୫୦୦୦ ଭୋଲ୍ଟ, ୫୦ ହର୍ଜ ଏସି କରେଣ୍ଟରେ ଚାର୍ଜ କରାଯିବ। ସର୍ବସାଧାରଣଙ୍କୁ ଅନୁରୋଧ କରାଯାଉଛି ଯେ ଓଭରହେଡ଼ ଲାଇନ ନିକଟକୁ ଯିବେ ନାହିଁ କିମ୍ବା ଏହାକୁ ଛୁଇଁବେ ନାହିଁ। ରେଳ ଲାଇନ ପାର ହେବା ସମୟରେ ବିଶେଷ ସତର୍କତା ଅବଲମ୍ବନ କରିବାକୁ ଅନୁରୋଧ। xyxy=(572,995,932,1068)
table-cell: "C" & "D" xyxy=(416,1270,474,1291)
table-cell: 1 month xyxy=(356,1291,416,1312)
tender-intro: Sealed tenders are invited in conformity with the Detailed Tender Call Notice from the intending eligible Govt. registered contractors in the prescribed from to be eventually drawn in PWD F2 agreement for the following works of Polasara N.A.C. with the detailed particulars against each work noted below. xyxy=(14,1017,542,1055)
table-cell: 702.00 xyxy=(282,1177,356,1198)
sail-tender-row: Tender No.: 021/219/1382000034/01/00/500000906, Dtd. 10.06.2013 xyxy=(6,725,370,738)
table-cell: 820.00 xyxy=(282,1093,356,1114)
fire-photo-icon xyxy=(757,129,1129,363)
gayatri-course-1: B.Sc.(Hons.) Bio-Technology xyxy=(474,750,746,769)
iti-admission-ad xyxy=(1136,432,1493,662)
sail-tender-row: Tender No.: 021/287/1282001718/01/00/500000822, Dtd. 02.05.2013 xyxy=(6,676,370,689)
animal-camp-headline: ପ୍ରାଣୀ ଚିକିତ୍ସା ଶିବିର xyxy=(1331,29,1474,85)
table-cell: 1 month xyxy=(356,1156,416,1177)
table-cell: 400/ + 5% VAT xyxy=(473,1270,541,1291)
iti-cell: Cell : 9853106554 / 9583106553 / 9178203953 xyxy=(1138,641,1491,660)
list-item: • ବୟସ ୧୮ ରୁ ୬୫ ମଧ୍ୟରେ ହୋଇଥିବା xyxy=(305,1885,580,1906)
power-col2: ଗଞ୍ଜାମ,୧୩।୬(ବ୍ରି.ଏନ.ଏ)- ଦୀର୍ଘ ୪ ଦିନ ଧରି ବିଦ୍ୟୁତ୍ ସେବା ପାଇ ନ ଥିବା ପ୍ରତିବାଦରେ ଲୋକେ ପୁରୁଷୋତ୍ତମପୁର - ବ୍ରହ୍ମପୁର ମୁଖ୍ୟରାସ୍ତାକୁ ଅବରୋଧ କରିଥିଲେ। ମୁଖ୍ୟରାସ୍ତାରେ ଟାୟାର ଜାଳି ଲୋକମାନେ ପ୍ରାୟ ୫ ଘଣ୍ଟା ଧରି ରାସ୍ତାରୋକୋ କରିଥିଲେ। ପରେ ପୋଲିସ ଓ ବିଦ୍ୟୁତ୍ ବିଭାଗ ଅଧିକାରୀ ପହଞ୍ଚି ବୁଝାସୁଝା ପରେ ଅବରୋଧ ପ୍ରତ୍ୟାହାର କରାଯାଇଥିଲା। xyxy=(565,129,750,296)
